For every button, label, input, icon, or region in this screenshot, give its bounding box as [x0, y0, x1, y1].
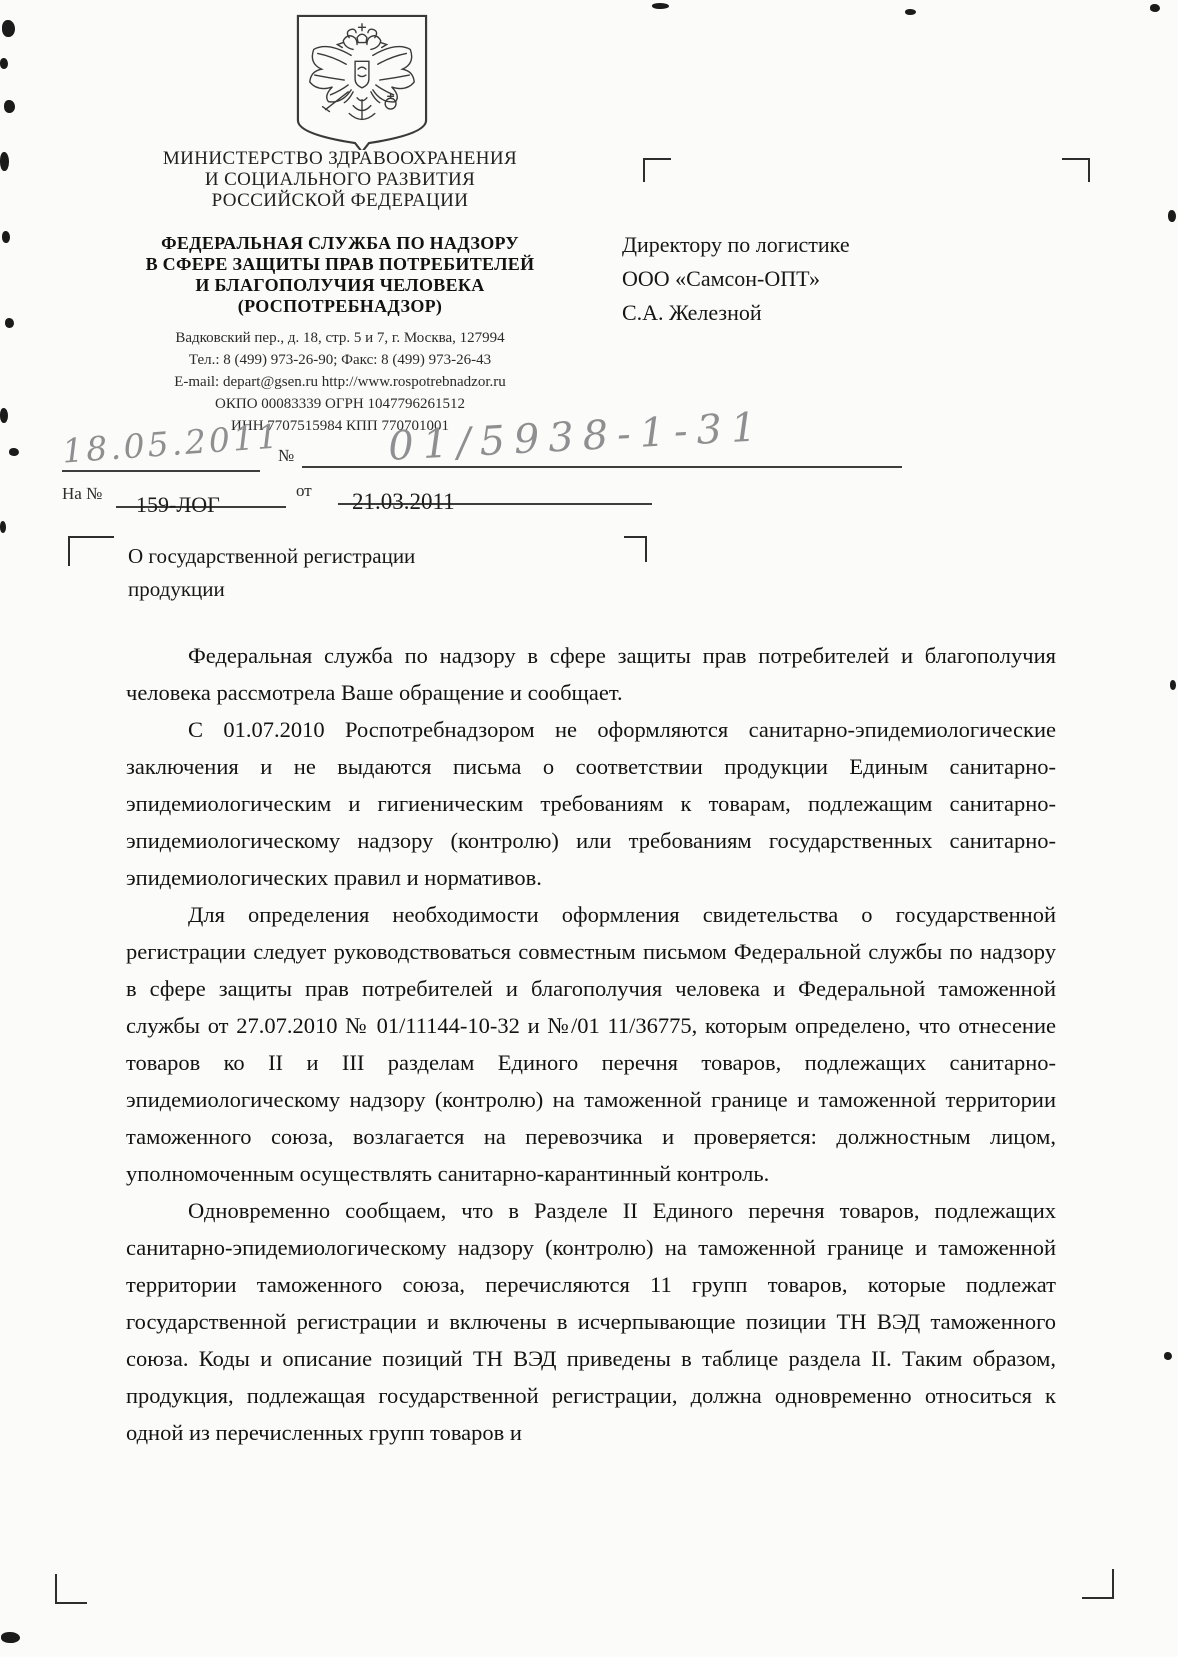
scan-artifact [1150, 4, 1160, 12]
corner-mark-icon [1062, 158, 1090, 182]
ministry-line: И СОЦИАЛЬНОГО РАЗВИТИЯ [204, 169, 476, 190]
letter-body [126, 637, 1056, 1451]
handwritten-outgoing-date: 18.05.2011 [60, 416, 283, 471]
corner-mark-icon [68, 536, 114, 566]
scan-artifact [1168, 210, 1176, 222]
from-label: от [296, 481, 312, 500]
incoming-number-value: 159-ЛОГ [136, 492, 220, 517]
scan-artifact [652, 3, 669, 9]
federal-service-name-block [100, 233, 580, 317]
corner-mark-icon [643, 158, 671, 182]
service-line: ФЕДЕРАЛЬНАЯ СЛУЖБА ПО НАДЗОРУ [161, 233, 519, 253]
outgoing-date-rule [62, 470, 260, 472]
recipient-block [622, 228, 1052, 330]
body-paragraph: Одновременно сообщаем, что в Разделе II Единого перечня товаров, подлежащих санитарно-эпидемиологическому надзору (контролю) на таможенной границе и таможенной территории таможенного союза, перечисляются 11 групп товаров, которые подлежат государственной регистрации и включены в исчерпывающие позиции ТН ВЭД таможенного союза. Коды и описание позиций ТН ВЭД приведены в таблице раздела II. Таким образом, продукция, подлежащая государственной регистрации, должна одновременно относиться к одной из перечисленных групп товаров и [126, 1198, 1056, 1445]
recipient-company: ООО «Самсон-ОПТ» [622, 266, 821, 291]
scan-artifact [0, 58, 8, 69]
scan-artifact [2, 231, 10, 243]
scan-artifact [1, 1632, 20, 1643]
corner-mark-icon [624, 536, 647, 562]
scan-artifact [4, 100, 15, 113]
body-paragraph: С 01.07.2010 Роспотребнадзором не оформляются санитарно-эпидемиологические заключения и не выдаются письма о соответствии продукции Единым санитарно-эпидемиологическим и гигиеническим требованиям к товарам, подлежащим санитарно-эпидемиологическому надзору (контролю) или требованиям государственных санитарно-эпидемиологических правил и нормативов. [126, 717, 1056, 890]
postal-address: Вадковский пер., д. 18, стр. 5 и 7, г. Москва, 127994 [175, 330, 505, 346]
incoming-date-value: 21.03.2011 [352, 489, 455, 514]
number-label: № [278, 446, 295, 465]
ministry-name-block [100, 148, 580, 211]
scan-artifact [1170, 680, 1176, 690]
service-line: И БЛАГОПОЛУЧИЯ ЧЕЛОВЕКА [195, 275, 485, 295]
ministry-line: МИНИСТЕРСТВО ЗДРАВООХРАНЕНИЯ [162, 148, 518, 169]
scan-artifact [5, 318, 14, 328]
subject-line: продукции [128, 577, 225, 601]
scan-artifact [905, 9, 916, 15]
service-line: (РОСПОТРЕБНАДЗОР) [237, 296, 443, 316]
scan-artifact [0, 152, 9, 171]
email-website: E-mail: depart@gsen.ru http://www.rospotrebnadzor.ru [174, 374, 506, 390]
incoming-number-label: На № [62, 484, 103, 503]
scan-artifact [9, 448, 19, 456]
service-line: В СФЕРЕ ЗАЩИТЫ ПРАВ ПОТРЕБИТЕЛЕЙ [145, 254, 535, 274]
body-paragraph: Для определения необходимости оформления свидетельства о государственной регистрации следует руководствоваться совместным письмом Федеральной службы по надзору в сфере защиты прав потребителей и благополучия человека и Федеральной таможенной службы от 27.07.2010 № 01/11144-10-32 и №/01 11/36775, которым определено, что отнесение товаров ко II и III разделам Единого перечня товаров, подлежащих санитарно-эпидемиологическому надзору (контролю) на таможенной границе и таможенной территории таможенного союза, возлагается на перевозчика и проверяется: должностным лицом, уполномоченным осуществлять санитарно-карантинный контроль. [126, 902, 1056, 1186]
subject-block [128, 540, 415, 606]
recipient-position: Директору по логистике [622, 232, 850, 257]
ministry-line: РОССИЙСКОЙ ФЕДЕРАЦИИ [211, 190, 469, 211]
coat-of-arms-icon [287, 12, 437, 150]
scan-artifact [1164, 1352, 1172, 1360]
subject-line: О государственной регистрации [128, 544, 416, 568]
handwritten-outgoing-number: 01/5938-1-31 [387, 404, 767, 470]
scan-artifact [2, 20, 15, 37]
corner-mark-icon [55, 1574, 87, 1604]
scan-artifact [0, 408, 8, 423]
okpo-ogrn: ОКПО 00083339 ОГРН 1047796261512 [215, 396, 465, 412]
recipient-person: С.А. Железной [622, 300, 762, 325]
inn-kpp: ИНН 7707515984 КПП 770701001 [231, 418, 449, 434]
phone-fax: Тел.: 8 (499) 973-26-90; Факс: 8 (499) 973-26-43 [188, 352, 492, 368]
scan-artifact [0, 521, 6, 533]
body-paragraph: Федеральная служба по надзору в сфере защиты прав потребителей и благополучия человека рассмотрела Ваше обращение и сообщает. [126, 643, 1056, 705]
corner-mark-icon [1082, 1569, 1114, 1599]
